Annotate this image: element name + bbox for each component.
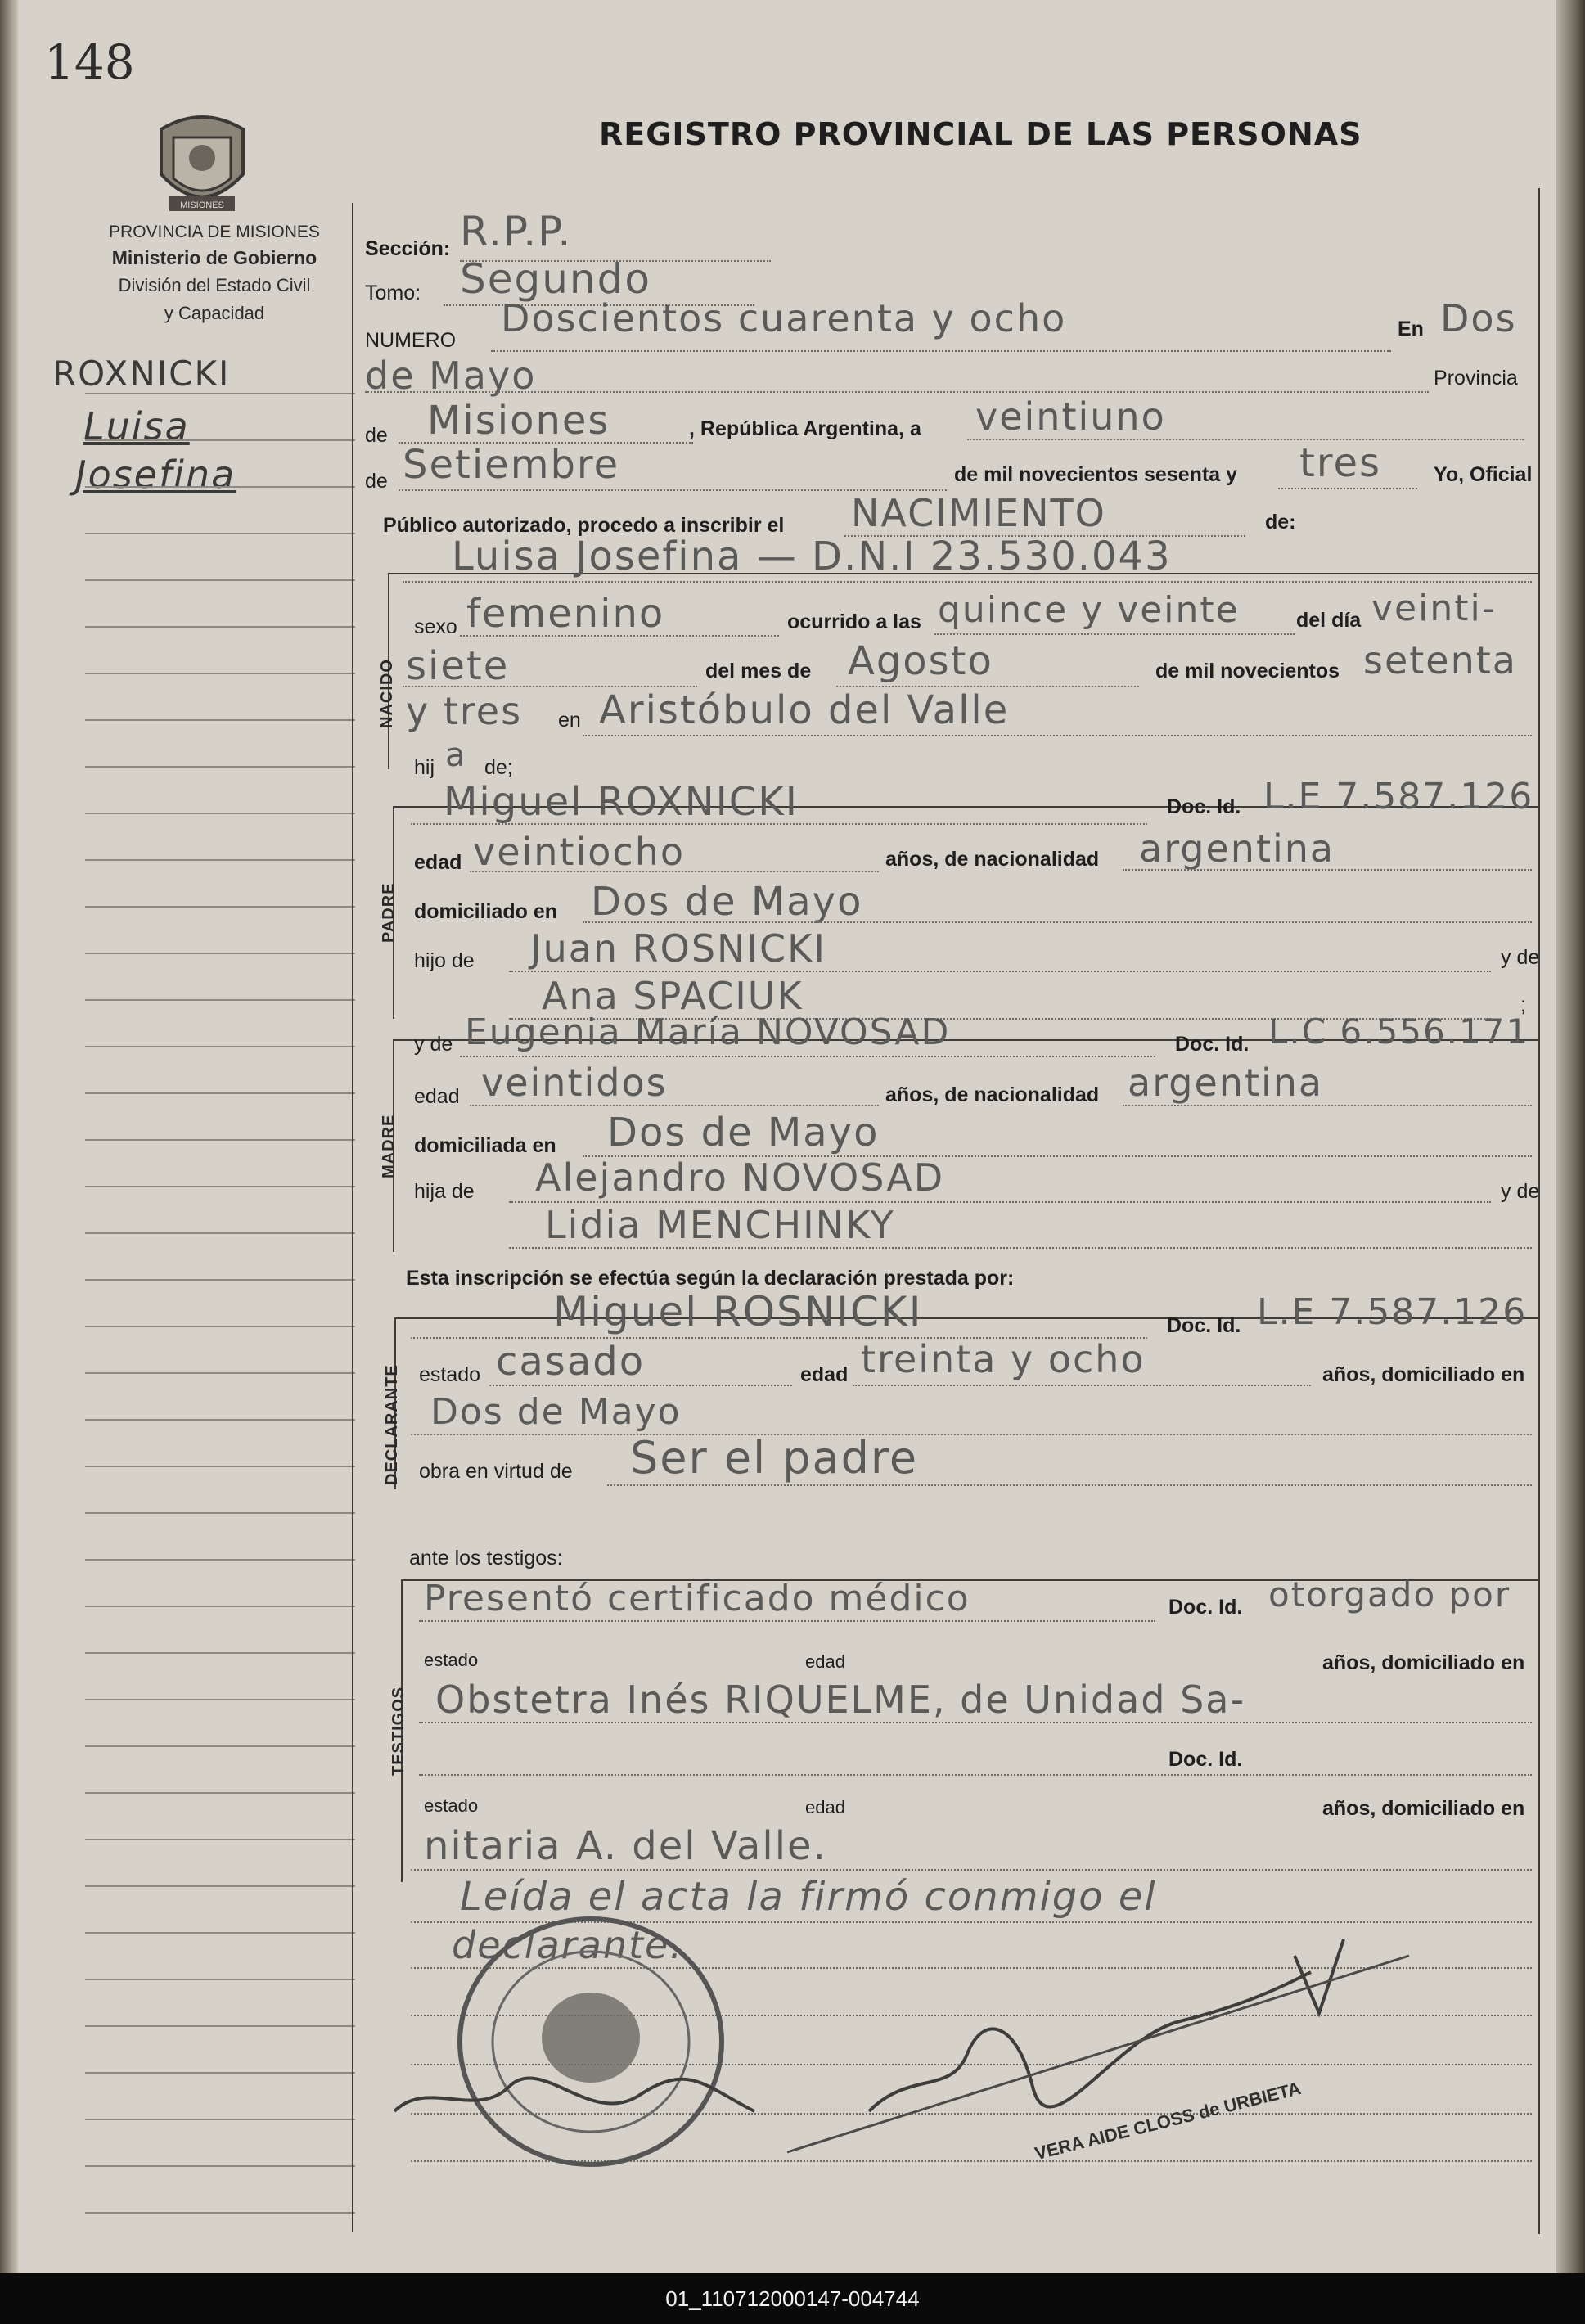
margin-rule xyxy=(85,1232,355,1234)
hij-de-label: de; xyxy=(484,756,513,779)
institution-line2: Ministerio de Gobierno xyxy=(111,247,317,268)
del-dia-label: del día xyxy=(1296,609,1362,632)
declarante-doc-value: L.E 7.587.126 xyxy=(1257,1291,1528,1333)
margin-rule xyxy=(85,393,355,394)
testigos-edad-label-2: edad xyxy=(805,1797,845,1817)
del-mes-label: del mes de xyxy=(705,660,812,682)
testigos-doc-value: otorgado por xyxy=(1268,1574,1511,1615)
institution-line3: División del Estado Civil xyxy=(118,275,311,295)
register-page xyxy=(18,0,1556,2273)
padre-semicolon: ; xyxy=(1520,993,1526,1016)
margin-rule xyxy=(85,2072,355,2074)
padre-yde-label: y de xyxy=(1501,946,1540,969)
madre-doc-value: L.C 6.556.171 xyxy=(1268,1011,1530,1052)
margin-rule xyxy=(85,1046,355,1047)
margin-rule xyxy=(85,2165,355,2167)
dia-value: veinti- xyxy=(1371,588,1497,629)
page-title: REGISTRO PROVINCIAL DE LAS PERSONAS xyxy=(599,116,1362,152)
testigos-section-label: TESTIGOS xyxy=(389,1686,408,1776)
declarante-edad-value: treinta y ocho xyxy=(861,1337,1146,1381)
margin-surname: ROXNICKI xyxy=(52,354,231,394)
madre-dom-value: Dos de Mayo xyxy=(607,1110,880,1155)
madre-father-value: Alejandro NOVOSAD xyxy=(535,1155,945,1200)
testigos-edad-label: edad xyxy=(805,1651,845,1672)
signatures-icon xyxy=(378,1923,1442,2169)
margin-rule xyxy=(85,533,355,534)
madre-edad-value: veintidos xyxy=(481,1061,668,1105)
padre-nac-value: argentina xyxy=(1139,826,1335,871)
svg-text:MISIONES: MISIONES xyxy=(180,200,224,210)
de-label-1: de xyxy=(365,424,388,447)
margin-rule xyxy=(85,1745,355,1747)
declarante-obra-value: Ser el padre xyxy=(630,1432,919,1484)
declarante-doc-label: Doc. Id. xyxy=(1167,1314,1241,1337)
institution-line1: PROVINCIA DE MISIONES xyxy=(109,223,320,241)
margin-rule xyxy=(85,1419,355,1421)
frame-left-border xyxy=(352,203,353,2232)
padre-dom-value: Dos de Mayo xyxy=(591,879,863,925)
declarante-dom-label: años, domiciliado en xyxy=(1322,1363,1525,1386)
margin-rule xyxy=(85,1606,355,1607)
madre-nac-label: años, de nacionalidad xyxy=(885,1083,1100,1106)
margin-rule xyxy=(85,439,355,441)
testigos-doc-label-2: Doc. Id. xyxy=(1168,1748,1243,1771)
margin-rule xyxy=(85,1372,355,1374)
margin-rule xyxy=(85,953,355,954)
seccion-value: R.P.P. xyxy=(460,208,573,255)
republica-label: , República Argentina, a xyxy=(689,417,921,440)
person-name-value: Luisa Josefina — D.N.I 23.530.043 xyxy=(452,534,1172,579)
padre-mother-value: Ana SPACIUK xyxy=(542,974,804,1018)
month-value: Setiembre xyxy=(403,442,620,488)
anio-value-cont: y tres xyxy=(406,689,523,733)
margin-rule xyxy=(85,859,355,861)
margin-rule xyxy=(85,1839,355,1840)
declarante-intro: Esta inscripción se efectúa según la declaración prestada por: xyxy=(406,1267,1015,1290)
margin-rule xyxy=(85,486,355,488)
madre-doc-label: Doc. Id. xyxy=(1175,1033,1250,1056)
margin-rule xyxy=(85,766,355,768)
day-value: veintiuno xyxy=(975,394,1166,439)
testigos-dom-label: años, domiciliado en xyxy=(1322,1651,1525,1674)
margin-rule xyxy=(85,1792,355,1794)
publico-label: Público autorizado, procedo a inscribir el xyxy=(383,514,785,537)
testigos-line1-value: Presentó certificado médico xyxy=(424,1578,970,1619)
padre-hijo-label: hijo de xyxy=(414,949,475,972)
hij-value: a xyxy=(445,736,467,774)
dia-value-cont: siete xyxy=(406,643,510,689)
declarante-name-value: Miguel ROSNICKI xyxy=(553,1288,923,1335)
en-value: Dos xyxy=(1440,296,1517,340)
en-place-label: en xyxy=(558,709,581,732)
frame-right-border xyxy=(1538,188,1540,2234)
margin-rule xyxy=(85,673,355,674)
padre-doc-label: Doc. Id. xyxy=(1167,795,1241,818)
padre-father-value: Juan ROSNICKI xyxy=(530,926,826,971)
margin-rule xyxy=(85,1699,355,1700)
footer-image-id: 01_110712000147-004744 xyxy=(0,2273,1585,2324)
margin-rule xyxy=(85,2212,355,2214)
testigos-line3-value: nitaria A. del Valle. xyxy=(424,1823,827,1869)
madre-yde2-label: y de xyxy=(1501,1180,1540,1203)
closing-line2: declarante. xyxy=(452,1923,683,1967)
tomo-label: Tomo: xyxy=(365,281,421,304)
bottom-stamp-text: VERA AIDE CLOSS de URBIETA xyxy=(1033,2078,1304,2164)
padre-edad-value: veintiocho xyxy=(473,830,686,874)
testigos-intro: ante los testigos: xyxy=(409,1547,563,1570)
margin-rule xyxy=(85,2119,355,2120)
padre-section-label: PADRE xyxy=(380,882,398,943)
margin-rule xyxy=(85,999,355,1001)
de-label-2: de xyxy=(365,470,388,493)
declarante-estado-label: estado xyxy=(419,1363,481,1386)
margin-rule xyxy=(85,1512,355,1514)
page-right-edge xyxy=(1556,0,1585,2273)
declarante-edad-label: edad xyxy=(800,1363,849,1386)
hij-label: hij xyxy=(414,756,435,779)
sexo-value: femenino xyxy=(466,591,665,637)
margin-rule xyxy=(85,1652,355,1654)
margin-rule xyxy=(85,1326,355,1327)
padre-edad-label: edad xyxy=(414,851,462,874)
padre-name-value: Miguel ROXNICKI xyxy=(444,779,799,825)
en-label: En xyxy=(1398,318,1424,340)
ocurrido-label: ocurrido a las xyxy=(787,610,921,633)
madre-name-value: Eugenia María NOVOSAD xyxy=(465,1011,951,1053)
padre-dom-label: domiciliado en xyxy=(414,900,558,923)
declarante-dom-value: Dos de Mayo xyxy=(430,1391,682,1433)
nacido-section-label: NACIDO xyxy=(378,659,396,728)
testigos-estado-label-2: estado xyxy=(424,1795,479,1816)
provincial-crest-icon xyxy=(149,105,255,219)
year-value: tres xyxy=(1299,440,1382,486)
tomo-value: Segundo xyxy=(460,255,651,303)
hora-value: quince y veinte xyxy=(938,589,1240,631)
madre-section-label: MADRE xyxy=(380,1114,398,1178)
institution-line4: y Capacidad xyxy=(164,303,265,323)
margin-rule xyxy=(85,1279,355,1281)
provincia-label: Provincia xyxy=(1434,367,1518,390)
province-value: Misiones xyxy=(427,398,610,444)
margin-rule xyxy=(85,1139,355,1141)
seccion-label: Sección: xyxy=(365,237,451,260)
madre-nac-value: argentina xyxy=(1128,1061,1324,1105)
lugar-value: Aristóbulo del Valle xyxy=(599,687,1010,733)
margin-rule xyxy=(85,1932,355,1934)
mil-novecientos-label: de mil novecientos xyxy=(1155,660,1340,682)
margin-rule xyxy=(85,1092,355,1094)
declarante-obra-label: obra en virtud de xyxy=(419,1460,573,1483)
anio-value: setenta xyxy=(1363,638,1517,682)
year-text-label: de mil novecientos sesenta y xyxy=(954,463,1237,486)
sexo-label: sexo xyxy=(414,615,457,638)
margin-rule xyxy=(85,1885,355,1887)
de-colon-label: de: xyxy=(1265,511,1296,534)
margin-rule xyxy=(85,579,355,581)
padre-doc-value: L.E 7.587.126 xyxy=(1263,776,1534,817)
margin-rule xyxy=(85,626,355,628)
margin-rule xyxy=(85,1466,355,1467)
margin-rule xyxy=(85,1559,355,1561)
padre-nac-label: años, de nacionalidad xyxy=(885,848,1100,871)
declarante-section-label: DECLARANTE xyxy=(383,1364,401,1485)
place-value: de Mayo xyxy=(365,354,537,398)
margin-rule xyxy=(85,1186,355,1187)
madre-mother-value: Lidia MENCHINKY xyxy=(545,1203,895,1247)
oficial-label: Yo, Oficial xyxy=(1434,463,1533,486)
margin-second-name: Josefina xyxy=(75,453,236,497)
testigos-estado-label: estado xyxy=(424,1650,479,1670)
closing-line1: Leída el acta la firmó conmigo el xyxy=(460,1874,1157,1920)
margin-first-name: Luisa xyxy=(83,404,190,448)
declarante-estado-value: casado xyxy=(496,1339,646,1385)
testigos-doc-label: Doc. Id. xyxy=(1168,1596,1243,1619)
mes-value: Agosto xyxy=(848,638,993,684)
madre-dom-label: domiciliada en xyxy=(414,1134,556,1157)
page-number: 148 xyxy=(44,34,135,90)
madre-hija-label: hija de xyxy=(414,1180,475,1203)
margin-rule xyxy=(85,1979,355,1980)
act-type-value: NACIMIENTO xyxy=(851,491,1106,535)
margin-rule xyxy=(85,2025,355,2027)
margin-rule xyxy=(85,906,355,908)
numero-label: NUMERO xyxy=(365,329,457,352)
testigos-line2-value: Obstetra Inés RIQUELME, de Unidad Sa- xyxy=(435,1678,1246,1722)
margin-rule xyxy=(85,719,355,721)
book-binding xyxy=(0,0,18,2273)
madre-yde-label: y de xyxy=(414,1033,453,1056)
testigos-dom-label-2: años, domiciliado en xyxy=(1322,1797,1525,1820)
margin-rule xyxy=(85,813,355,814)
numero-value: Doscientos cuarenta y ocho xyxy=(501,296,1067,340)
madre-edad-label: edad xyxy=(414,1085,460,1108)
